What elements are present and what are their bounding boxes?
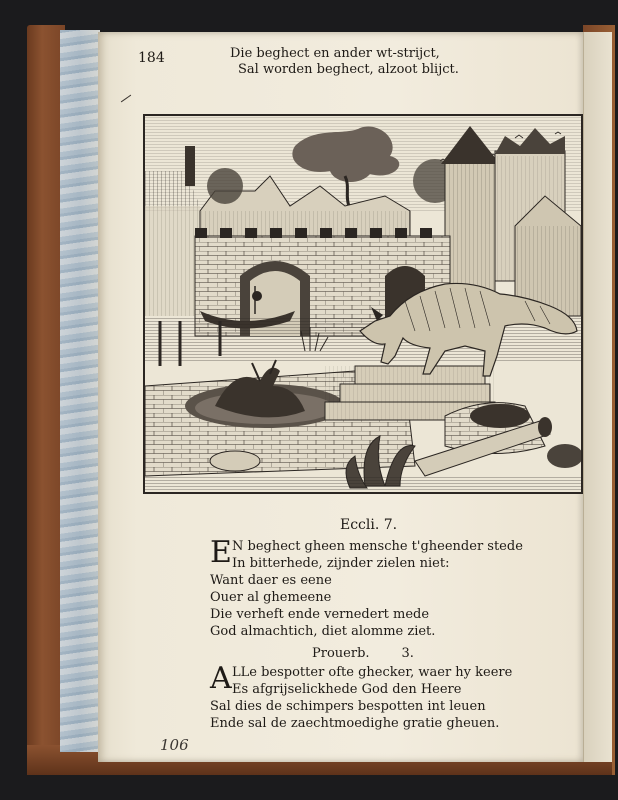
running-head-line-2: Sal worden beghect, alzoot blijct. — [238, 62, 459, 77]
verse-line: Sal dies de schimpers bespotten int leuen — [210, 699, 486, 714]
drop-cap-e: E — [210, 535, 232, 570]
verse-line: In bitterhede, zijnder zielen niet: — [232, 556, 450, 571]
scripture-reference-eccli: Eccli. 7. — [340, 517, 398, 533]
verse-line: LLe bespotter ofte ghecker, waer hy keere — [232, 665, 513, 680]
facing-page-edge — [583, 32, 612, 762]
scripture-reference-prouerb — [312, 646, 414, 661]
reference-chapter: 3. — [401, 646, 414, 661]
engraving-fox-and-well — [143, 114, 583, 494]
verse-line: God almachtich, diet alomme ziet. — [210, 624, 436, 639]
reference-book: Prouerb. — [312, 646, 370, 661]
verse-line: N beghect gheen mensche t'gheender stede — [232, 539, 523, 554]
page-number: 184 — [138, 50, 165, 66]
verse-line: Es afgrijselickhede God den Heere — [232, 682, 462, 697]
running-head-line-1: Die beghect en ander wt-strijct, — [230, 46, 440, 61]
drop-cap-a: A — [210, 661, 232, 696]
facing-page-text-fragment — [592, 112, 604, 732]
verse-line: Ende sal de zaechtmoedighe gratie gheuen. — [210, 716, 500, 731]
verse-prouerb — [210, 661, 540, 732]
verse-line: Die verheft ende vernedert mede — [210, 607, 430, 622]
verse-line: Want daer es eene — [210, 573, 332, 588]
verse-eccli — [210, 535, 540, 640]
marbled-endpaper — [60, 30, 100, 752]
handwritten-folio-number: 106 — [160, 736, 189, 754]
running-head — [230, 46, 530, 78]
verse-line: Ouer al ghemeene — [210, 590, 332, 605]
